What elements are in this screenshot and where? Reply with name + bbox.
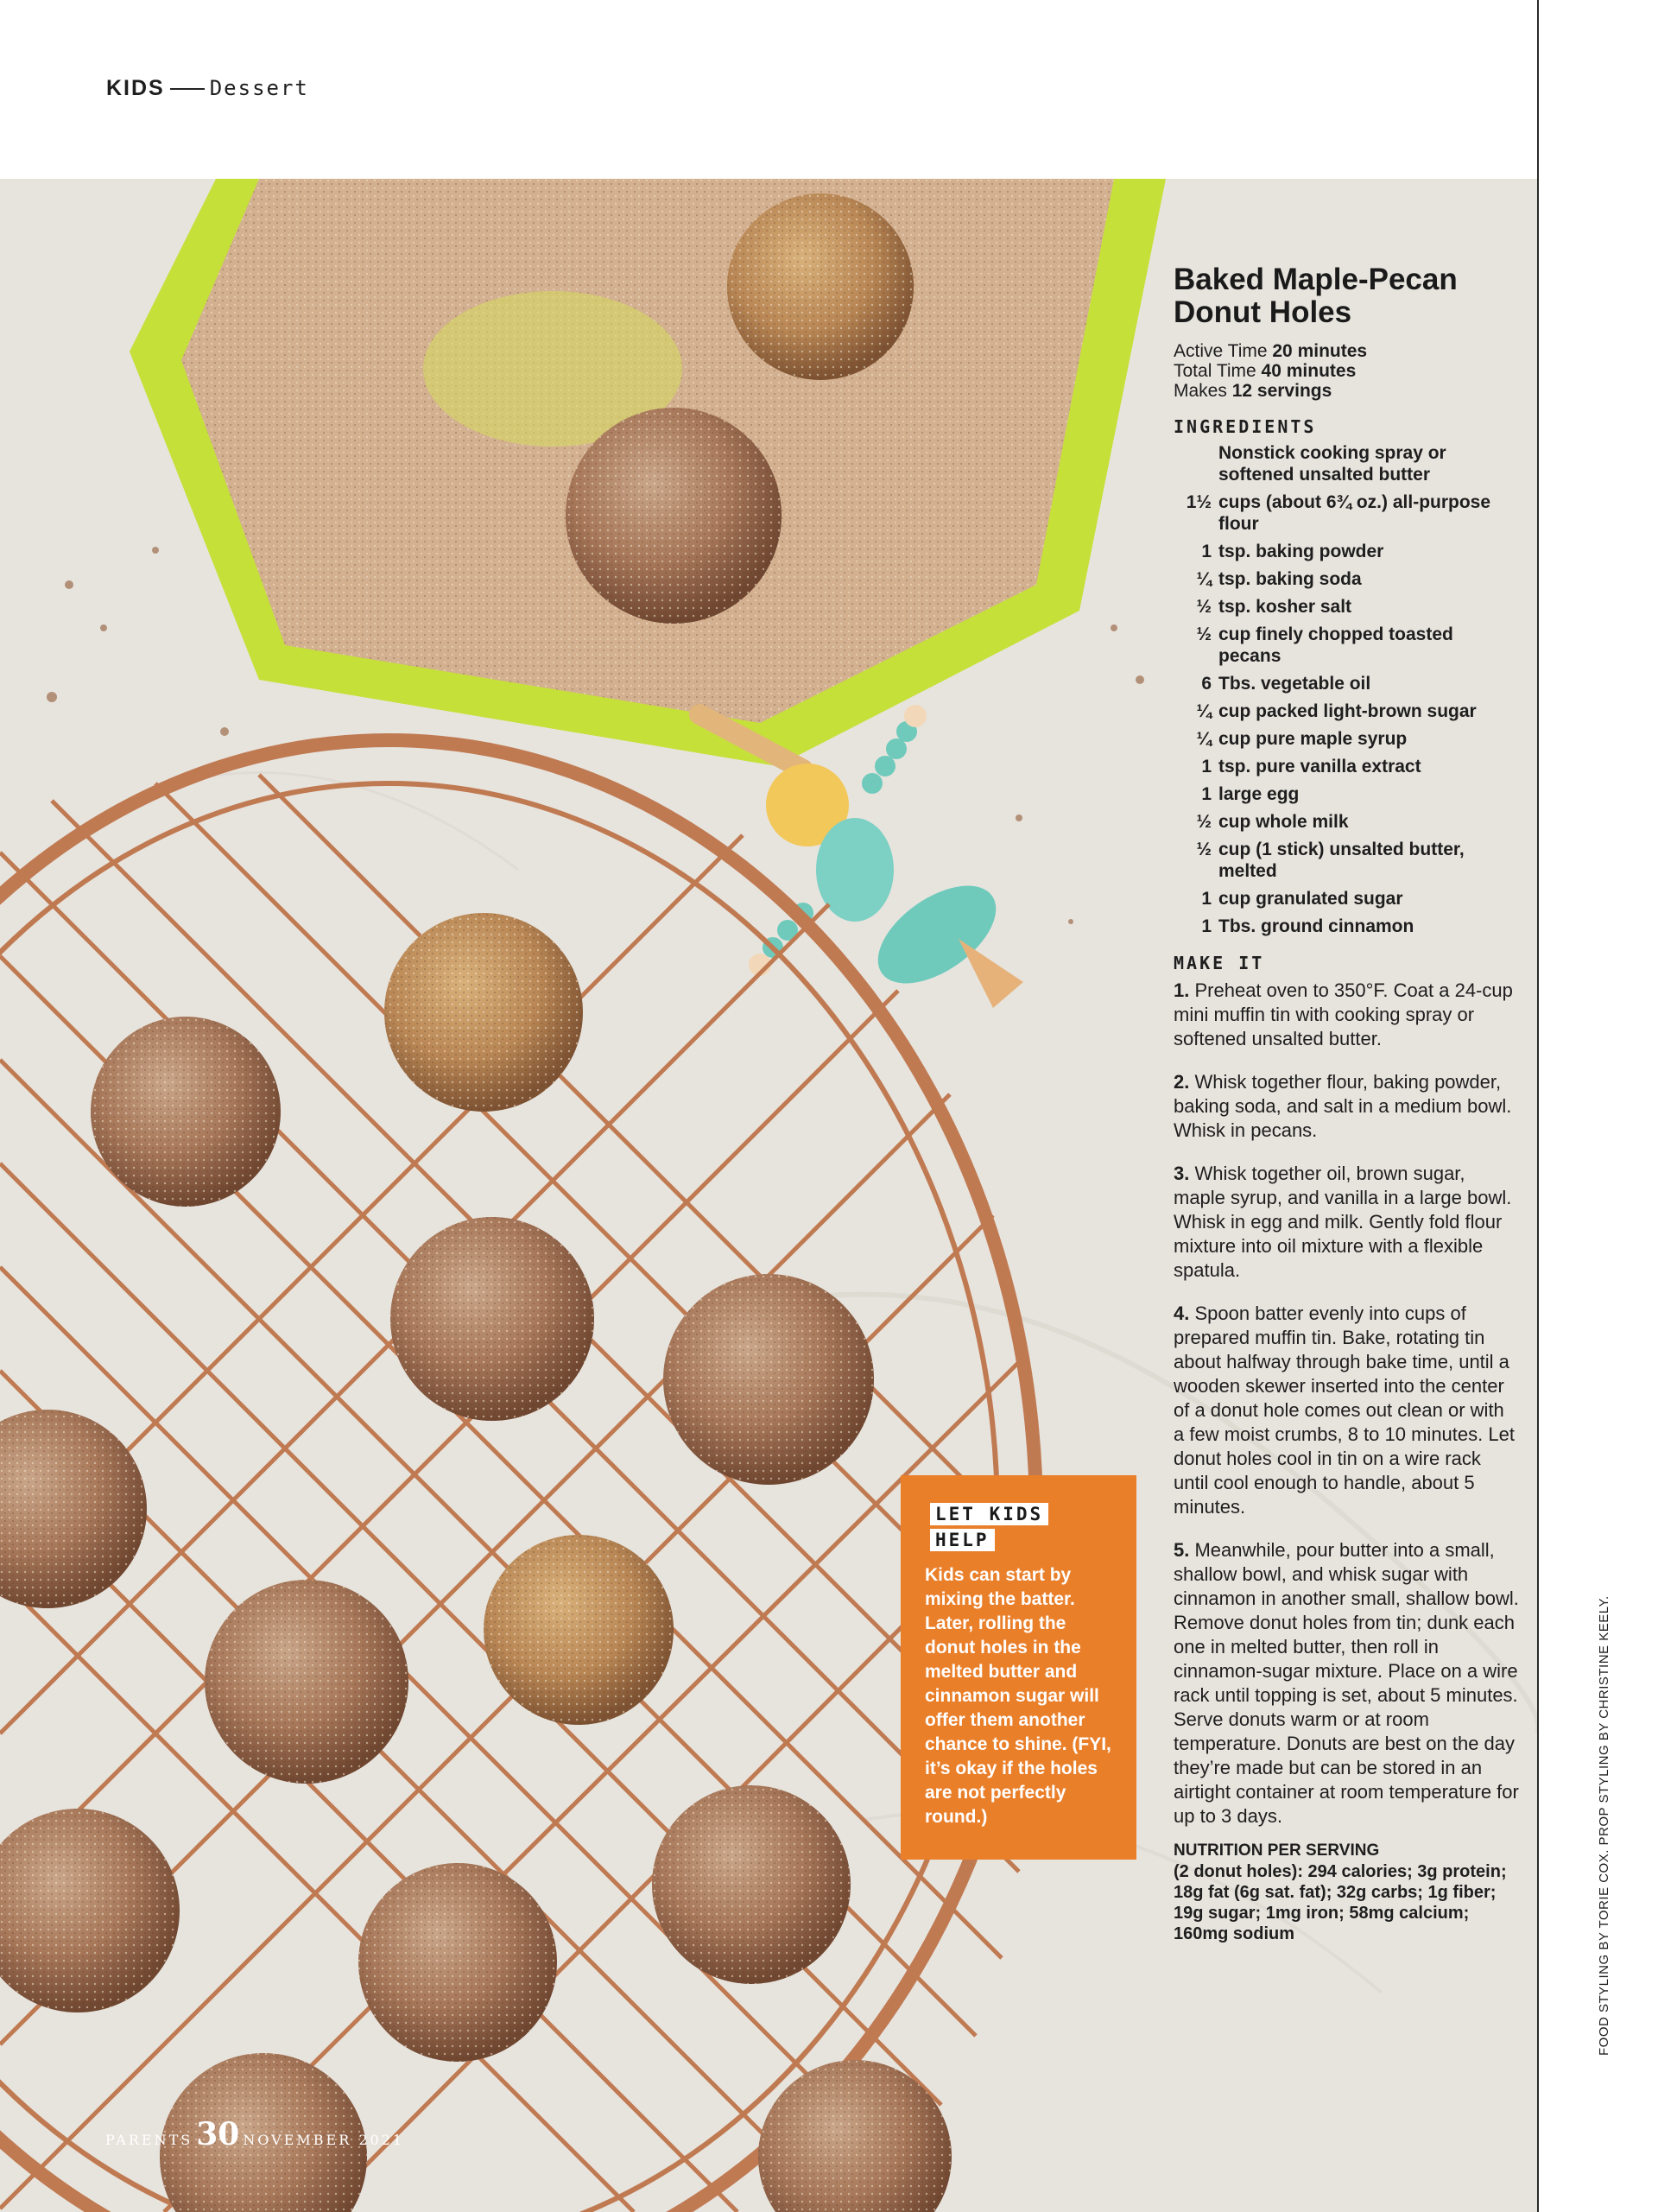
header-dash bbox=[170, 88, 205, 90]
active-time: Active Time 20 minutes bbox=[1174, 341, 1368, 361]
recipe-title-line2: Donut Holes bbox=[1174, 295, 1352, 329]
ingredient-item: 1½ cups (about 6¾ oz.) all-purpose flour bbox=[1186, 492, 1491, 534]
let-kids-text: Kids can start by mixing the batter. Later, rolling the donut holes in the melted butter and cinnamon sugar will offer them another chance to shine. (FYI, it’s okay if the holes are not perfectly round.) bbox=[925, 1565, 1111, 1827]
ingredient-item: 6 Tbs. vegetable oil bbox=[1201, 674, 1371, 694]
section-header bbox=[106, 76, 309, 101]
ingredient-item: 1 cup granulated sugar bbox=[1201, 889, 1403, 909]
page-folio bbox=[105, 2116, 404, 2152]
section-label: KIDS bbox=[106, 76, 165, 100]
page-edge-rule bbox=[1537, 0, 1539, 2212]
folio-page-number: 30 bbox=[196, 2116, 240, 2152]
total-time: Total Time 40 minutes bbox=[1174, 361, 1357, 381]
ingredient-item: Nonstick cooking spray or softened unsalted butter bbox=[1218, 443, 1446, 485]
recipe-photo bbox=[0, 179, 1537, 2212]
let-kids-tag-line2: HELP bbox=[930, 1529, 995, 1551]
recipe-meta bbox=[1174, 341, 1519, 401]
method-steps bbox=[1174, 979, 1519, 1829]
ingredient-item: ½ cup whole milk bbox=[1196, 812, 1349, 832]
ingredient-item: ½ tsp. kosher salt bbox=[1196, 597, 1352, 617]
ingredient-list bbox=[1174, 442, 1519, 937]
ingredient-item: 1 Tbs. ground cinnamon bbox=[1201, 916, 1414, 936]
ingredient-item: 1 large egg bbox=[1201, 784, 1300, 804]
method-step: 2. Whisk together flour, baking powder, baking soda, and salt in a medium bowl. Whisk in pecans. bbox=[1174, 1071, 1512, 1141]
recipe-column bbox=[1174, 263, 1519, 1944]
folio-issue-date: NOVEMBER 2021 bbox=[243, 2132, 405, 2148]
method-step: 1. Preheat oven to 350°F. Coat a 24-cup mini muffin tin with cooking spray or softened unsalted butter. bbox=[1174, 979, 1513, 1049]
ingredient-item: ½ cup finely chopped toasted pecans bbox=[1196, 624, 1453, 666]
rack-donuts bbox=[0, 913, 952, 2212]
ingredient-item: ¼ cup pure maple syrup bbox=[1196, 729, 1408, 749]
ingredient-item: 1 tsp. baking powder bbox=[1201, 542, 1384, 561]
nutrition-text: (2 donut holes): 294 calories; 3g protein; 18g fat (6g sat. fat); 32g carbs; 1g fiber; 19g sugar; 1mg iron; 58mg calcium; 160mg sodium bbox=[1174, 1862, 1507, 1943]
recipe-title bbox=[1174, 263, 1519, 329]
photo-credit: FOOD STYLING BY TORIE COX. PROP STYLING BY CHRISTINE KEELY. bbox=[1597, 1595, 1611, 2056]
method-step: 3. Whisk together oil, brown sugar, maple syrup, and vanilla in a large bowl. Whisk in egg and milk. Gently fold flour mixture into oil mixture with a flexible spatula. bbox=[1174, 1163, 1512, 1281]
let-kids-help-box bbox=[901, 1475, 1136, 1860]
recipe-title-line1: Baked Maple-Pecan bbox=[1174, 263, 1458, 296]
method-heading: MAKE IT bbox=[1174, 953, 1265, 973]
ingredient-item: 1 tsp. pure vanilla extract bbox=[1201, 757, 1421, 776]
let-kids-tag-line1: LET KIDS bbox=[930, 1503, 1048, 1525]
category-label: Dessert bbox=[209, 76, 309, 100]
ingredient-item: ½ cup (1 stick) unsalted butter, melted bbox=[1196, 840, 1465, 881]
nutrition-heading: NUTRITION PER SERVING bbox=[1174, 1841, 1380, 1860]
folio-magazine: PARENTS bbox=[105, 2132, 193, 2148]
servings: Makes 12 servings bbox=[1174, 381, 1332, 401]
method-step: 4. Spoon batter evenly into cups of prepared muffin tin. Bake, rotating tin about halfway through bake time, until a wooden skewer inserted into the center of a donut hole comes out clean or with a few moist crumbs, 8 to 10 minutes. Let donut holes cool in tin on a wire rack until cool enough to handle, about 5 minutes. bbox=[1174, 1302, 1515, 1518]
ingredients-heading: INGREDIENTS bbox=[1174, 416, 1317, 437]
method-step: 5. Meanwhile, pour butter into a small, shallow bowl, and whisk sugar with cinnamon in another small, shallow bowl. Remove donut holes from tin; dunk each one in melted butter, then roll in cinnamon-sugar mixture. Place on a wire rack until topping is set, about 5 minutes. Serve donuts warm or at room temperature. Donuts are best on the day they’re made but can be stored in an airtight container at room temperature for up to 3 days. bbox=[1174, 1539, 1519, 1827]
ingredient-item: ¼ cup packed light-brown sugar bbox=[1196, 701, 1477, 721]
ingredient-item: ¼ tsp. baking soda bbox=[1196, 569, 1362, 589]
nutrition-info bbox=[1174, 1841, 1519, 1944]
